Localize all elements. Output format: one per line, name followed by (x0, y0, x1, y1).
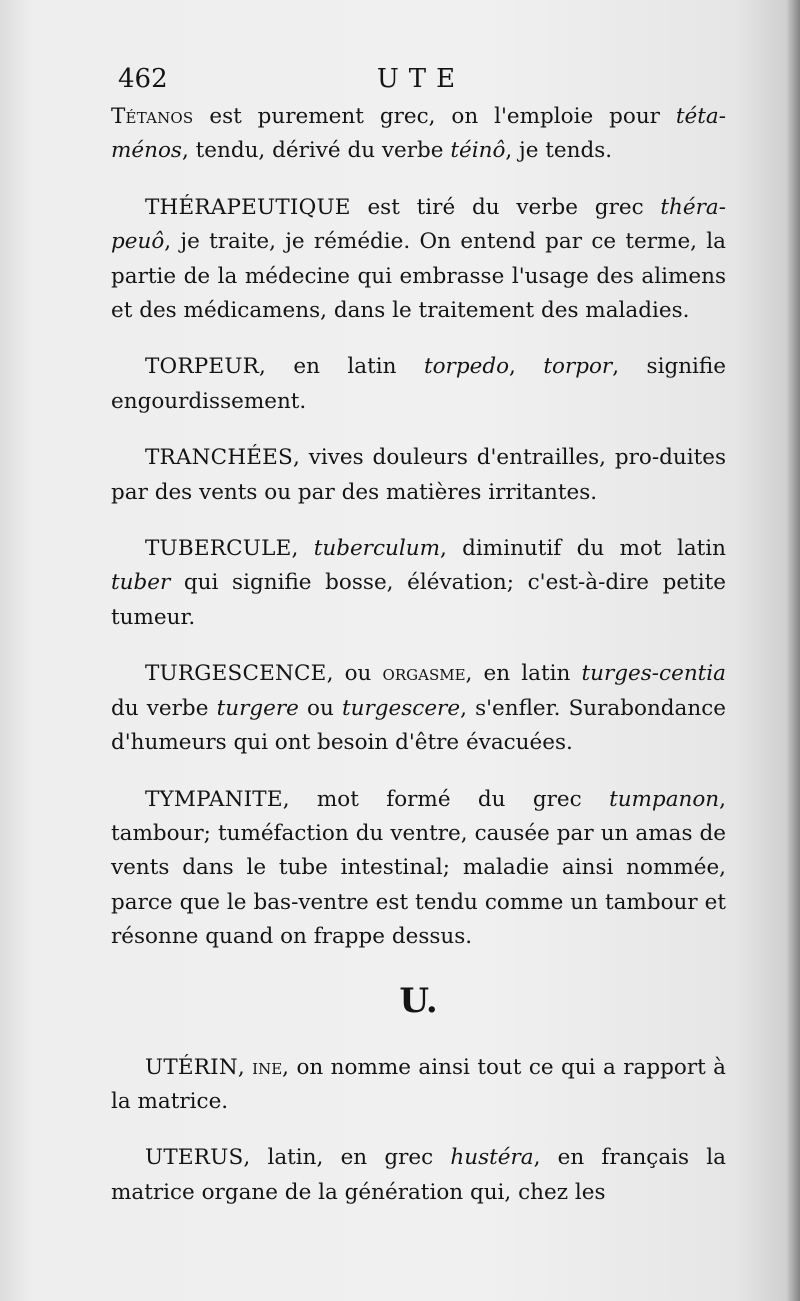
entry-italic-word: turgescere (342, 695, 461, 721)
entry-text: est tiré du verbe grec (350, 194, 661, 220)
page-number: 462 (118, 64, 168, 94)
dictionary-entry (111, 100, 726, 169)
entry-term: TRANCHÉES (145, 445, 293, 471)
dictionary-entry (111, 350, 726, 419)
dictionary-entry (111, 657, 726, 760)
entry-text: , tambour; tuméfaction du ventre, causée par un amas de vents dans le tube intestinal; maladie ainsi nommée, parce que le bas-ventre est tendu comme un tambour et résonne quand on frappe dessus. (111, 786, 726, 950)
entry-italic-word: torpedo (423, 354, 510, 380)
page-gutter-shadow (786, 0, 800, 1301)
entry-smallcaps-word: ine (252, 1054, 283, 1080)
entry-text: , diminutif du mot latin (439, 536, 726, 562)
entry-italic-word: tuberculum (313, 536, 440, 562)
entry-italic-word: tuber (111, 570, 171, 596)
entry-text: , s'enfler. Surabondance d'humeurs qui ont besoin d'être évacuées. (111, 695, 726, 756)
dictionary-entry (111, 441, 726, 510)
entry-text: , en latin (465, 661, 582, 687)
entry-text: , signifie engourdissement. (111, 354, 727, 414)
entry-italic-word: théra-peuô (111, 194, 726, 255)
entry-term: UTERUS (145, 1145, 244, 1171)
entry-text: , ou (326, 661, 383, 687)
entry-text: , en français la matrice organe de la génération qui, chez les (111, 1145, 726, 1205)
entry-term: TORPEUR (145, 354, 260, 380)
dictionary-entries (111, 100, 726, 1232)
entry-text: , je traite, je rémédie. On entend par ce terme, la partie de la médecine qui embrasse l'usage des alimens et des médicamens, dans le traitement des maladies. (111, 229, 726, 324)
page-header (112, 64, 730, 98)
entry-text: , on nomme ainsi tout ce qui a rapport à la matrice. (111, 1054, 726, 1114)
entry-smallcaps-word: orgasme (382, 661, 466, 687)
dictionary-entry (111, 1141, 726, 1210)
entry-text: ou (298, 695, 342, 721)
letter-section-heading: U. (399, 980, 438, 1021)
entry-term: UTÉRIN (145, 1054, 238, 1080)
entry-italic-word: téta-ménos (111, 104, 726, 164)
entry-text: , (237, 1054, 253, 1080)
entry-italic-word: torpor (543, 354, 613, 380)
entry-text: , (291, 536, 314, 562)
entry-italic-word: hustéra (450, 1145, 534, 1171)
entry-text: , vives douleurs d'entrailles, pro-duites par des vents ou par des matières irritantes. (111, 445, 726, 505)
entry-text: est purement grec, on l'emploie pour (193, 104, 676, 129)
dictionary-entry (111, 532, 726, 635)
entry-italic-word: téinô (450, 138, 506, 164)
entry-text: , je tends. (505, 138, 613, 164)
entry-text: , latin, en grec (243, 1145, 451, 1171)
entry-text: , tendu, dérivé du verbe (181, 138, 451, 164)
entry-term: TYMPANITE (145, 786, 283, 812)
entry-text: , (509, 354, 544, 380)
dictionary-entry (111, 783, 726, 955)
entry-text: du verbe (111, 695, 217, 721)
dictionary-entry (111, 191, 726, 329)
entry-italic-word: turgere (216, 695, 299, 721)
entry-italic-word: turges-centia (581, 661, 726, 687)
running-head: UTE (376, 64, 466, 94)
entry-text: qui signifie bosse, élévation; c'est-à-dire petite tumeur. (111, 570, 726, 630)
entry-term: TURGESCENCE (145, 661, 327, 687)
dictionary-entry (111, 1051, 726, 1120)
entry-text: , en latin (259, 354, 424, 380)
entry-term: TUBERCULE (145, 536, 292, 562)
entry-term: THÉRAPEUTIQUE (145, 194, 351, 220)
entry-text: , mot formé du grec (282, 786, 610, 812)
entry-term: Tétanos (111, 104, 194, 129)
entry-italic-word: tumpanon (609, 786, 720, 812)
